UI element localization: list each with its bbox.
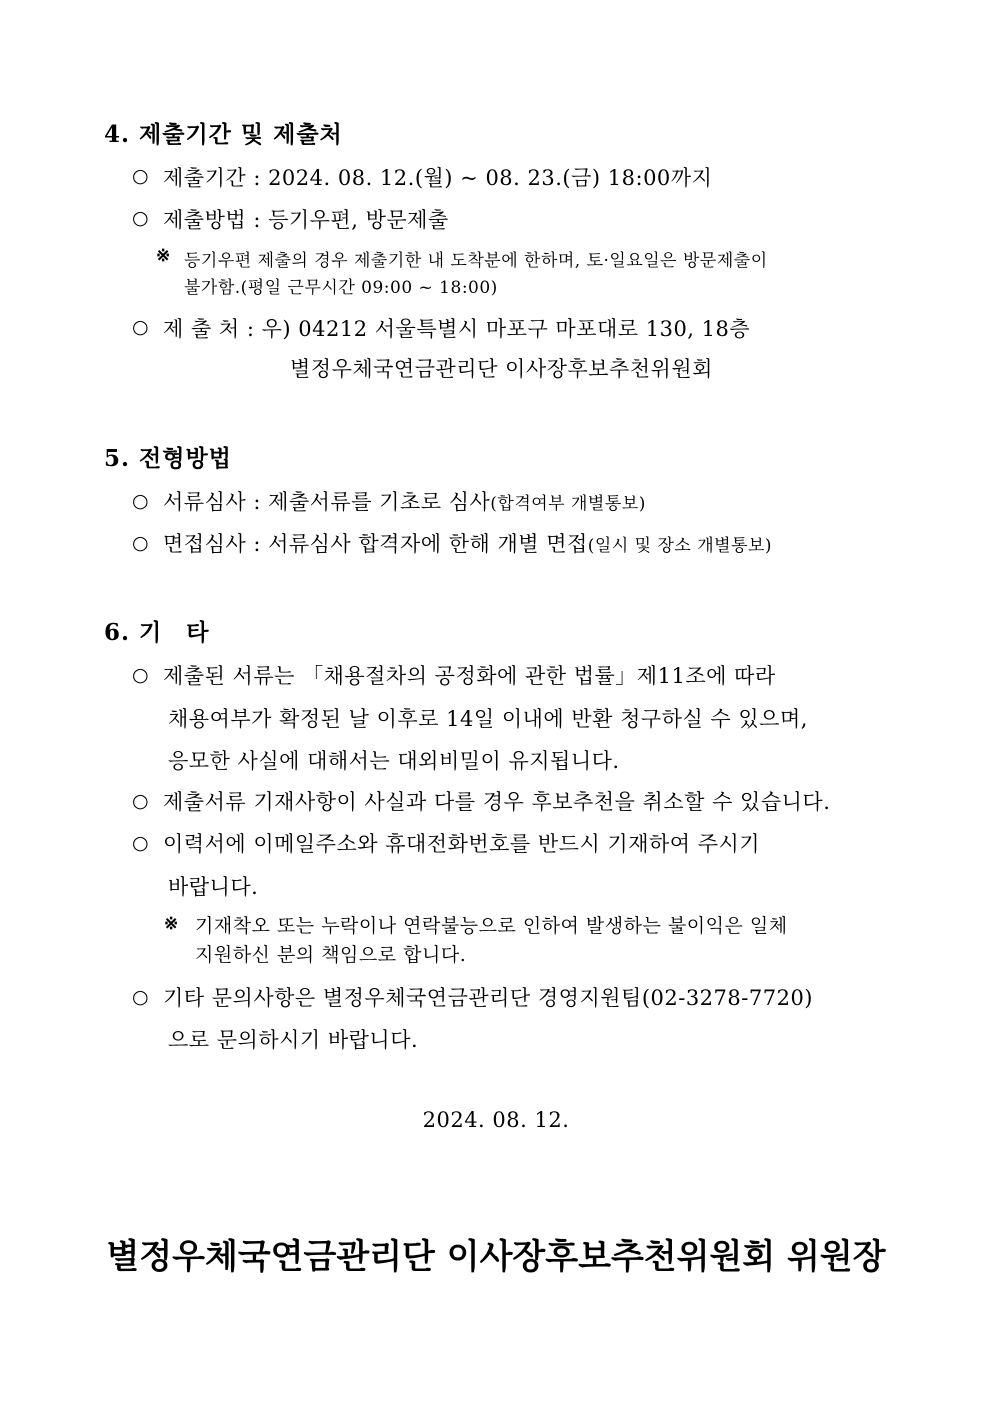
document-review: 서류심사 : 제출서류를 기초로 심사(합격여부 개별통보) (163, 490, 646, 514)
bullet-icon: ○ (132, 832, 149, 854)
note-mark-icon: ※ (164, 914, 179, 934)
bullet-icon: ○ (132, 316, 149, 338)
interview-review: 면접심사 : 서류심사 합격자에 한해 개별 면접(일시 및 장소 개별통보) (163, 532, 773, 556)
bullet-icon: ○ (132, 790, 149, 812)
bullet-icon: ○ (132, 165, 149, 187)
bullet-icon: ○ (132, 986, 149, 1008)
document-date: 2024. 08. 12. (422, 1108, 570, 1132)
section-6-title: 6. 기 타 (104, 619, 210, 646)
submission-note-line-1: 등기우편 제출의 경우 제출기한 내 도착분에 한하며, 토·일요일은 방문제출이 (184, 251, 768, 271)
bullet-icon: ○ (132, 207, 149, 229)
submission-note-line-2: 불가함.(평일 근무시간 09:00 ~ 18:00) (184, 278, 498, 298)
other-item-2: 제출서류 기재사항이 사실과 다를 경우 후보추천을 취소할 수 있습니다. (163, 790, 831, 814)
other-item-4-line-2: 으로 문의하시기 바랍니다. (168, 1028, 419, 1052)
bullet-icon: ○ (132, 664, 149, 686)
other-item-3-line-1: 이력서에 이메일주소와 휴대전화번호를 반드시 기재하여 주시기 (163, 832, 761, 856)
submission-place: 제 출 처 : 우) 04212 서울특별시 마포구 마포대로 130, 18층 (163, 317, 751, 341)
other-item-1-line-2: 채용여부가 확정된 날 이후로 14일 이내에 반환 청구하실 수 있으며, (168, 707, 808, 731)
section-5-title: 5. 전형방법 (104, 445, 232, 472)
bullet-icon: ○ (132, 490, 149, 512)
other-item-1-line-3: 응모한 사실에 대해서는 대외비밀이 유지됩니다. (168, 749, 620, 773)
bullet-icon: ○ (132, 532, 149, 554)
other-note-line-2: 지원하신 분의 책임으로 합니다. (195, 944, 467, 966)
submission-method: 제출방법 : 등기우편, 방문제출 (163, 208, 449, 232)
signature-title: 별정우체국연금관리단 이사장후보추천위원회 위원장 (106, 1237, 886, 1277)
other-item-1-line-1: 제출된 서류는 「채용절차의 공정화에 관한 법률」제11조에 따라 (163, 664, 776, 688)
note-mark-icon: ※ (156, 246, 171, 266)
section-4-title: 4. 제출기간 및 제출처 (104, 121, 343, 148)
submission-period: 제출기간 : 2024. 08. 12.(월) ~ 08. 23.(금) 18:00까지 (163, 166, 713, 190)
other-note-line-1: 기재착오 또는 누락이나 연락불능으로 인하여 발생하는 불이익은 일체 (195, 915, 788, 937)
submission-place-recipient: 별정우체국연금관리단 이사장후보추천위원회 (290, 357, 713, 381)
other-item-3-line-2: 바랍니다. (168, 875, 259, 899)
other-item-4-line-1: 기타 문의사항은 별정우체국연금관리단 경영지원팀(02-3278-7720) (163, 986, 814, 1010)
